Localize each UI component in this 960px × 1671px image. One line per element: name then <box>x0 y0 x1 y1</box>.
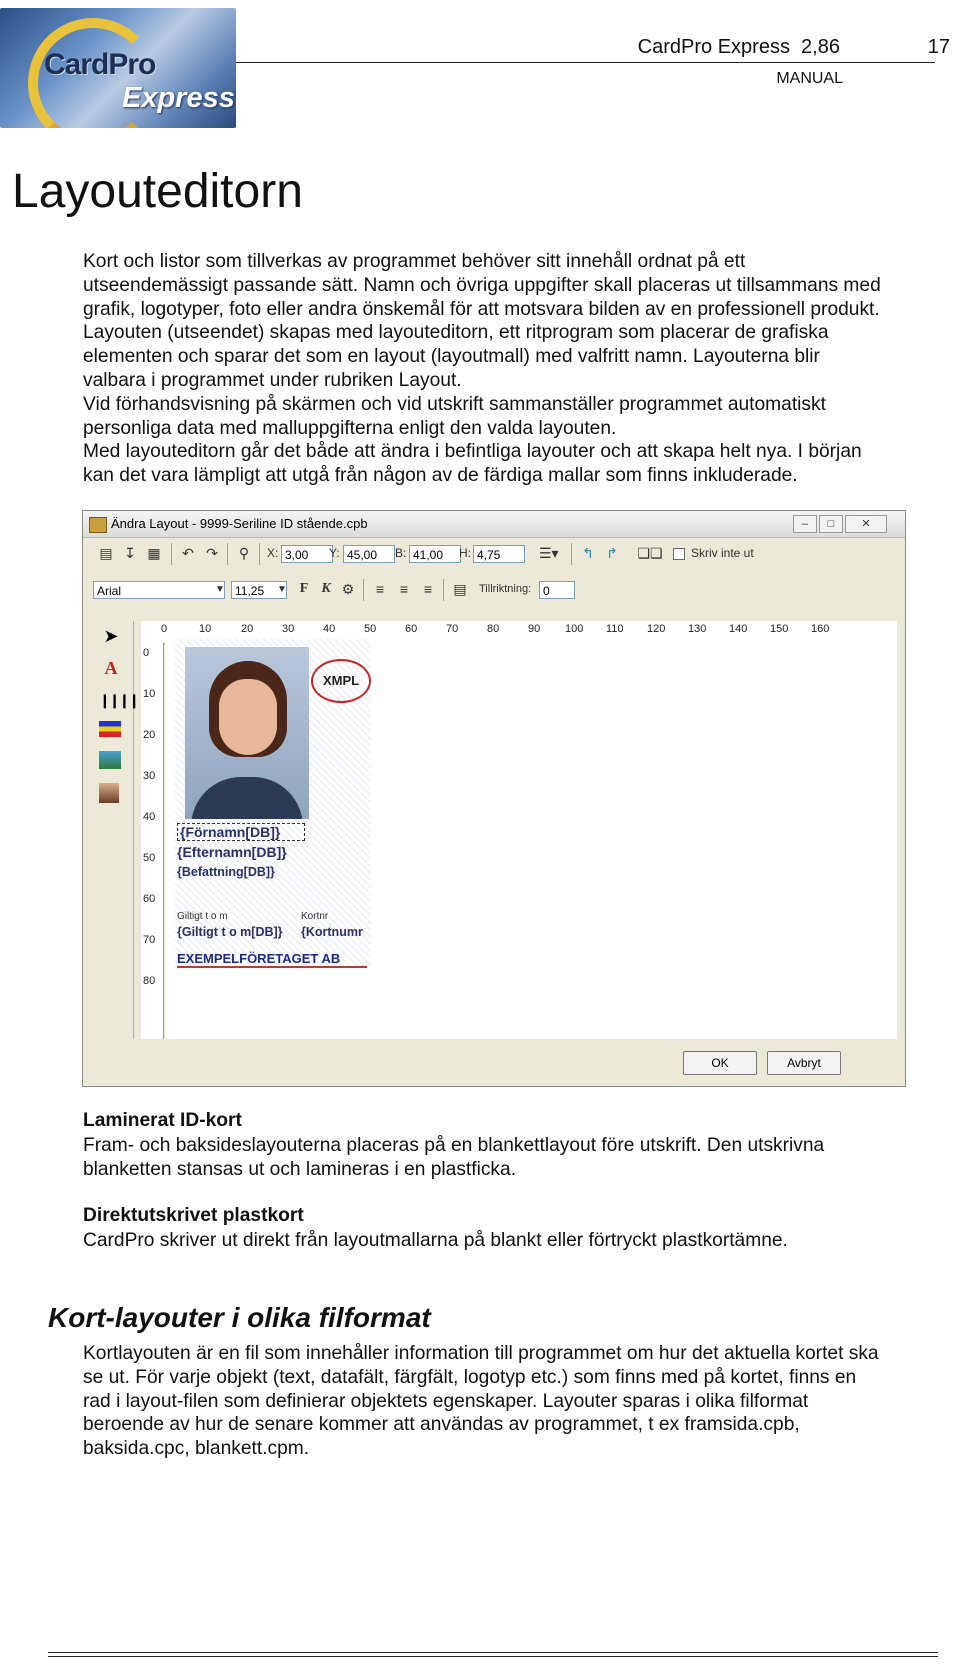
header-title: CardPro Express 2,86 <box>637 36 840 58</box>
h-field[interactable]: 4,75 <box>473 545 525 563</box>
close-icon[interactable]: ✕ <box>845 515 887 533</box>
section-heading-direktutskrivet: Direktutskrivet plastkort <box>83 1205 304 1226</box>
intro-line: personliga data med malluppgifterna enligt den valda layouten. <box>83 417 617 439</box>
ruler-tick-label: 60 <box>405 623 418 635</box>
text-line: se ut. För varje objekt (text, datafält, färgfält, logotyp etc.) som finns med på kortet, finns en <box>83 1366 857 1388</box>
ruler-tick-label: 20 <box>241 623 254 635</box>
cancel-button[interactable]: Avbryt <box>767 1051 841 1075</box>
skriv-inte-ut-checkbox[interactable] <box>673 548 685 560</box>
chevron-down-icon[interactable]: ▼ <box>277 584 287 595</box>
intro-line: Kort och listor som tillverkas av programmet behöver sitt innehåll ordnat på ett <box>83 251 746 272</box>
ruler-tick-label: 100 <box>565 623 584 635</box>
layers-icon[interactable]: ❏❏ <box>637 545 663 561</box>
skriv-inte-ut-label: Skriv inte ut <box>691 546 754 560</box>
text-line: baksida.cpc, blankett.cpm. <box>83 1438 310 1460</box>
font-select[interactable]: Arial <box>93 581 225 599</box>
grid-icon[interactable]: ▦ <box>147 545 161 561</box>
footer-rule <box>48 1652 938 1653</box>
ruler-tick-label: 0 <box>161 623 168 635</box>
ruler-tick-label: 80 <box>143 975 156 987</box>
align-dropdown-icon[interactable]: ☰▾ <box>539 545 559 561</box>
rotate-left-icon[interactable]: ↰ <box>582 545 594 561</box>
photo-icon[interactable] <box>99 783 119 803</box>
portrait-body <box>191 777 303 819</box>
app-icon <box>89 517 107 533</box>
text-line: rad i layout-filen som definierar objektets egenskaper. Layouter sparas i olika filformat <box>83 1390 809 1412</box>
font-size-select[interactable]: 11,25 <box>231 581 287 599</box>
portrait-photo[interactable] <box>185 647 309 819</box>
ruler-tick-label: 150 <box>770 623 789 635</box>
x-field[interactable]: 3,00 <box>281 545 333 563</box>
ruler-tick-label: 30 <box>143 770 156 782</box>
tool-palette <box>89 621 138 1039</box>
intro-line: kan det vara lämpligt att utgå från någon av de färdiga mallar som finns inkluderade. <box>83 465 798 487</box>
zoom-icon[interactable]: ⚲ <box>238 545 250 561</box>
bold-button[interactable]: F <box>299 581 309 596</box>
intro-line: Med layouteditorn går det både att ändra i befintliga layouter och att skapa helt nya. I början <box>83 441 862 463</box>
ruler-vertical <box>141 643 164 1039</box>
header-subtitle: MANUAL <box>776 70 843 87</box>
ruler-tick-label: 20 <box>143 729 156 741</box>
valid-field[interactable]: {Giltigt t o m[DB]} <box>177 925 283 939</box>
section-heading-laminerat: Laminerat ID-kort <box>83 1110 242 1131</box>
ruler-tick-label: 40 <box>323 623 336 635</box>
layout-canvas[interactable] <box>165 643 897 1039</box>
xmpl-logo[interactable]: XMPL <box>311 659 371 703</box>
color-field-icon[interactable] <box>99 721 121 737</box>
chevron-down-icon[interactable]: ▼ <box>215 584 225 595</box>
toolbar-separator <box>259 543 260 565</box>
italic-button[interactable]: K <box>321 581 331 596</box>
ruler-tick-label: 80 <box>487 623 500 635</box>
text-line: CardPro skriver ut direkt från layoutmallarna på blankt eller förtryckt plastkortämne. <box>83 1230 788 1251</box>
font-effects-icon[interactable]: ⚙ <box>341 581 355 597</box>
footer-rule <box>48 1656 938 1657</box>
import-icon[interactable]: ↧ <box>124 545 136 561</box>
ruler-tick-label: 90 <box>528 623 541 635</box>
tillriktning-label: Tillriktning: <box>479 583 532 595</box>
h-label: H: <box>459 546 471 560</box>
ruler-tick-label: 40 <box>143 811 156 823</box>
valid-label[interactable]: Giltigt t o m <box>177 911 228 922</box>
y-label: Y: <box>329 546 340 560</box>
header-rule <box>236 62 935 63</box>
lastname-field[interactable]: {Efternamn[DB]} <box>177 844 287 860</box>
card-number-label[interactable]: Kortnr <box>301 911 329 922</box>
maximize-icon[interactable]: □ <box>819 515 843 533</box>
toolbar-separator <box>363 579 364 601</box>
ruler-tick-label: 10 <box>199 623 212 635</box>
align-left-icon[interactable]: ≡ <box>375 581 385 597</box>
text-line: Kortlayouten är en fil som innehåller information till programmet om hur det aktuella kortet ska <box>83 1343 879 1364</box>
ruler-tick-label: 10 <box>143 688 156 700</box>
toolbar-separator <box>443 579 444 601</box>
intro-line: grafik, logotyper, foto eller andra önskemål för att motsvara bilden av en professionell produkt. <box>83 298 880 320</box>
ruler-tick-label: 50 <box>364 623 377 635</box>
toolbar-separator <box>171 543 172 565</box>
properties-icon[interactable]: ▤ <box>99 545 113 561</box>
page-number: 17 <box>927 36 950 58</box>
align-right-icon[interactable]: ≡ <box>423 581 433 597</box>
company-name[interactable]: EXEMPELFÖRETAGET AB <box>177 951 367 968</box>
card-number-field[interactable]: {Kortnumr <box>301 925 363 939</box>
section-direktutskrivet-text <box>83 1229 953 1253</box>
section-filformat-text <box>83 1342 953 1461</box>
ruler-tick-label: 50 <box>143 852 156 864</box>
pointer-icon[interactable]: ➤ <box>103 626 119 646</box>
rotate-right-icon[interactable]: ↱ <box>606 545 618 561</box>
intro-paragraph <box>83 250 953 488</box>
ruler-tick-label: 130 <box>688 623 707 635</box>
section-laminerat-text <box>83 1134 953 1182</box>
position-field[interactable]: {Befattning[DB]} <box>177 865 275 879</box>
toolbar-separator <box>571 543 572 565</box>
intro-line: valbara i programmet under rubriken Layout. <box>83 369 462 391</box>
ruler-tick-label: 160 <box>811 623 830 635</box>
ruler-tick-label: 140 <box>729 623 748 635</box>
ok-button[interactable]: OK <box>683 1051 757 1075</box>
ruler-tick-label: 70 <box>143 934 156 946</box>
layout-editor-window <box>82 510 906 1087</box>
window-title: Ändra Layout - 9999-Seriline ID stående.cpb <box>111 516 368 531</box>
x-label: X: <box>267 546 279 560</box>
text-tool-icon[interactable]: A <box>104 658 118 678</box>
ruler-tick-label: 30 <box>282 623 295 635</box>
cardpro-express-logo <box>0 8 236 128</box>
tillriktning-field[interactable]: 0 <box>539 581 575 599</box>
ruler-tick-label: 0 <box>143 647 150 659</box>
text-line: beroende av hur de senare kommer att användas av programmet, t ex framsida.cpb, <box>83 1414 800 1436</box>
ruler-tick-label: 120 <box>647 623 666 635</box>
window-titlebar <box>83 511 905 538</box>
undo-icon[interactable]: ↶ <box>182 545 194 561</box>
logo-line1: CardPro <box>44 48 156 81</box>
image-settings-icon[interactable]: ▤ <box>453 581 467 597</box>
page-title: Layouteditorn <box>12 165 303 218</box>
logo-line2: Express <box>122 82 235 114</box>
id-card-preview[interactable] <box>175 639 371 969</box>
intro-line: Layouten (utseendet) skapas med layouteditorn, ett ritprogram som placerar de grafiska <box>83 322 829 344</box>
barcode-icon[interactable]: ❙❙❙❙ <box>99 692 138 708</box>
b-field[interactable]: 41,00 <box>409 545 461 563</box>
intro-line: Vid förhandsvisning på skärmen och vid utskrift sammanställer programmet automatiskt <box>83 393 826 415</box>
ruler-tick-label: 60 <box>143 893 156 905</box>
minimize-icon[interactable]: – <box>793 515 817 533</box>
toolbar-separator <box>227 543 228 565</box>
text-line: blanketten stansas ut och lamineras i en plastficka. <box>83 1158 517 1180</box>
y-field[interactable]: 45,00 <box>343 545 395 563</box>
b-label: B: <box>395 546 407 560</box>
align-center-icon[interactable]: ≡ <box>399 581 409 597</box>
toolbar-row-1 <box>83 545 905 581</box>
intro-line: utseendemässigt passande sätt. Namn och övriga uppgifter skall placeras ut tillsammans med <box>83 274 881 296</box>
section-heading-filformat: Kort-layouter i olika filformat <box>48 1302 431 1333</box>
toolbar-row-2 <box>83 581 905 617</box>
firstname-field[interactable]: {Förnamn[DB]} <box>177 823 305 841</box>
redo-icon[interactable]: ↷ <box>206 545 218 561</box>
image-icon[interactable] <box>99 751 121 769</box>
text-line: Fram- och baksideslayouterna placeras på en blankettlayout före utskrift. Den utskrivna <box>83 1135 825 1156</box>
intro-line: elementen och sparar det som en layout (layoutmall) med valfritt namn. Layouterna blir <box>83 346 820 368</box>
portrait-face <box>219 679 277 755</box>
ruler-tick-label: 110 <box>606 623 624 635</box>
ruler-tick-label: 70 <box>446 623 459 635</box>
